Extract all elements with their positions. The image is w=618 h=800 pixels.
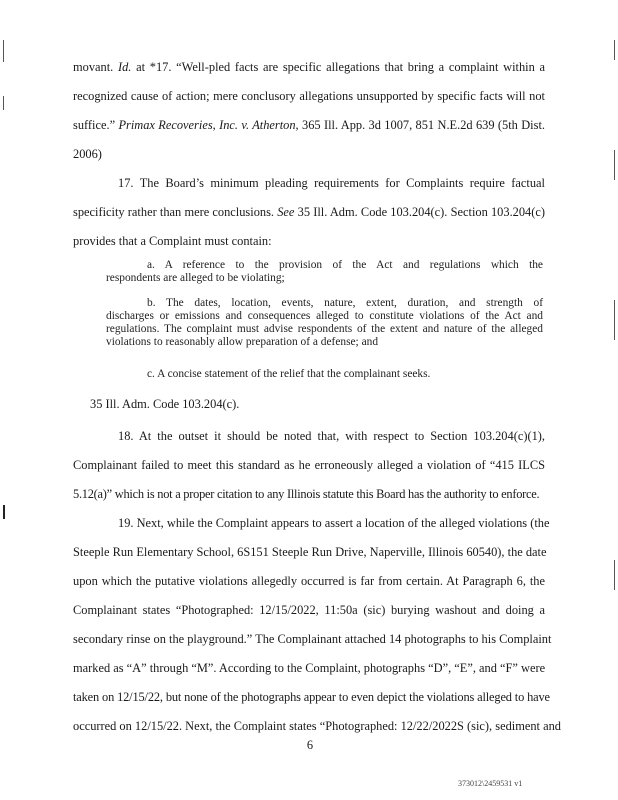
text-line: recognized cause of action; mere conclusory allegations unsupported by specific facts will not xyxy=(73,89,545,103)
text-line: occurred on 12/15/22. Next, the Complaint states “Photographed: 12/22/2022S (sic), sediment and xyxy=(73,719,561,733)
scan-edge-mark xyxy=(3,40,4,62)
scan-edge-mark xyxy=(3,505,5,519)
text-line: Steeple Run Elementary School, 6S151 Steeple Run Drive, Naperville, Illinois 60540), the date xyxy=(73,545,547,559)
quote-item-b: b. The dates, location, events, nature, extent, duration, and strength of xyxy=(147,297,543,309)
text-line: respondents are alleged to be violating; xyxy=(106,272,285,284)
text-line: 2006) xyxy=(73,147,102,161)
text-line: discharges or emissions and consequences alleged to constitute violations of the Act and xyxy=(106,310,543,322)
paragraph-18-start: 18. At the outset it should be noted that, with respect to Section 103.204(c)(1), xyxy=(118,429,545,443)
text-line: upon which the putative violations allegedly occurred is far from certain. At Paragraph 6, the xyxy=(73,574,545,588)
scan-edge-mark xyxy=(614,560,615,590)
text-line: provides that a Complaint must contain: xyxy=(73,234,272,248)
text-line: specificity rather than mere conclusions. See 35 Ill. Adm. Code 103.204(c). Section 103.204(c) xyxy=(73,205,545,219)
text-line: movant. Id. at *17. “Well-pled facts are specific allegations that bring a complaint within a xyxy=(73,60,545,74)
text-line: 5.12(a)” which is not a proper citation to any Illinois statute this Board has the authority to enforce. xyxy=(73,487,540,501)
text-line: secondary rinse on the playground.” The Complainant attached 14 photographs to his Complaint xyxy=(73,632,552,646)
citation: 35 Ill. Adm. Code 103.204(c). xyxy=(90,397,240,411)
scan-edge-mark xyxy=(614,40,615,60)
text-line: Complainant failed to meet this standard as he erroneously alleged a violation of “415 ILCS xyxy=(73,458,545,472)
quote-item-c: c. A concise statement of the relief that the complainant seeks. xyxy=(147,368,431,380)
quote-item-a: a. A reference to the provision of the Act and regulations which the xyxy=(147,259,543,271)
paragraph-17-start: 17. The Board’s minimum pleading requirements for Complaints require factual xyxy=(118,176,545,190)
paragraph-19-start: 19. Next, while the Complaint appears to assert a location of the alleged violations (the xyxy=(118,516,550,530)
text-line: violations to reasonably allow preparation of a defense; and xyxy=(106,336,379,348)
scan-edge-mark xyxy=(614,150,615,180)
text-line: taken on 12/15/22, but none of the photographs appear to even depict the violations alleged to have xyxy=(73,690,550,704)
text-line: Complainant states “Photographed: 12/15/2022, 11:50a (sic) burying washout and doing a xyxy=(73,603,545,617)
scan-edge-mark xyxy=(3,96,4,110)
page-number: 6 xyxy=(306,738,314,752)
document-id: 373012\2459531 v1 xyxy=(458,779,523,788)
text-line: marked as “A” through “M”. According to the Complaint, photographs “D”, “E”, and “F” were xyxy=(73,661,546,675)
text-line: regulations. The complaint must advise respondents of the extent and nature of the alleged xyxy=(106,323,543,335)
scan-edge-mark xyxy=(614,300,615,340)
text-line: suffice.” Primax Recoveries, Inc. v. Atherton, 365 Ill. App. 3d 1007, 851 N.E.2d 639 (5th Dist. xyxy=(73,118,545,132)
